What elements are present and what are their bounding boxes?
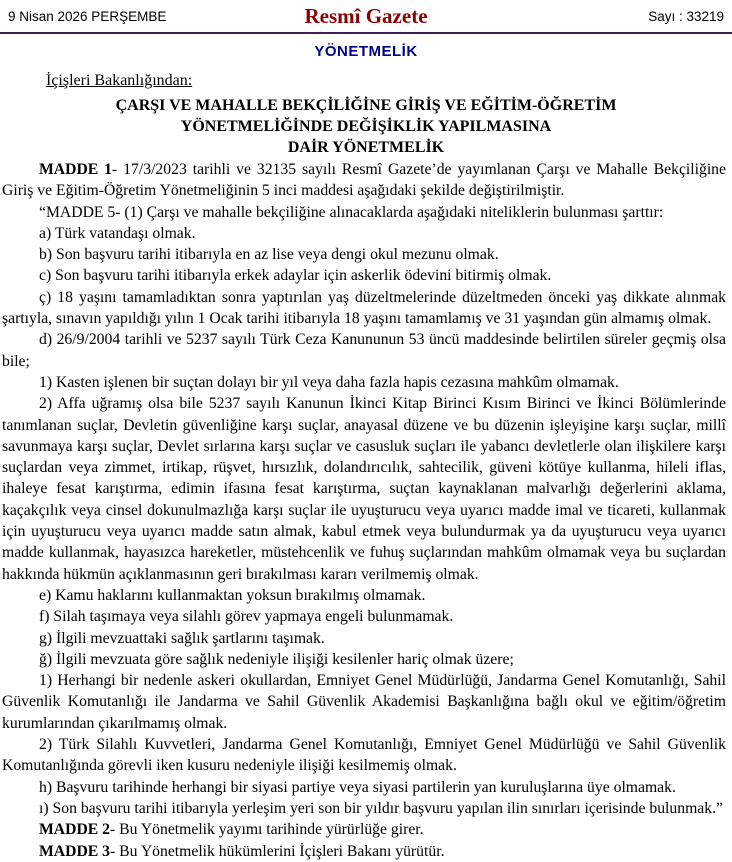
issuing-ministry-line: İçişleri Bakanlığından: [46, 72, 193, 89]
paragraph: b) Son başvuru tarihi itibarıyla en az lise veya dengi okul mezunu olmak. [39, 246, 499, 264]
paragraph: MADDE 2- Bu Yönetmelik yayımı tarihinde yürürlüğe girer. [39, 821, 424, 839]
regulation-title-line: YÖNETMELİĞİNDE DEĞİŞİKLİK YAPILMASINA [180, 118, 552, 135]
paragraph: MADDE 3- Bu Yönetmelik hükümlerini İçişleri Bakanı yürütür. [39, 842, 445, 860]
paragraph: e) Kamu haklarını kullanmaktan yoksun bırakılmış olmamak. [39, 586, 426, 604]
paragraph: a) Türk vatandaşı olmak. [39, 224, 196, 242]
article-label: MADDE 2 [39, 821, 111, 839]
paragraph: 2) Türk Silahlı Kuvvetleri, Jandarma Genel Komutanlığı, Emniyet Genel Müdürlüğü ve Sahil Güvenlik Komutanlığında görevli iken kusuru nedeniyle ilişiği kesilmemiş olmak. [2, 736, 726, 775]
paragraph: c) Son başvuru tarihi itibarıyla erkek adaylar için askerlik ödevini bitirmiş olmak. [39, 267, 552, 285]
paragraph: 1) Kasten işlenen bir suçtan dolayı bir yıl veya daha fazla hapis cezasına mahkûm olmamak. [39, 373, 619, 391]
issue-number: Sayı : 33219 [648, 9, 725, 24]
section-heading: YÖNETMELİK [314, 43, 418, 60]
header-divider [0, 32, 732, 34]
paragraph: ç) 18 yaşını tamamladıktan sonra yaptırılan yaş düzeltmelerinde düzeltmeden önceki yaş dikkate alınmak şartıyla, sınavın yapıldığı yılın 1 Ocak tarihi itibarıyla 18 yaşını tamamlamış ve 31 yaşından gün almamış olmak. [2, 288, 726, 328]
paragraph: g) İlgili mevzuattaki sağlık şartlarını taşımak. [39, 629, 325, 647]
regulation-title [0, 95, 732, 158]
paragraph: “MADDE 5- (1) Çarşı ve mahalle bekçiliğine alınacaklarda aşağıdaki niteliklerin bulunması şarttır: [39, 203, 664, 221]
regulation-title-line: DAİR YÖNETMELİK [287, 139, 445, 156]
article-label: MADDE 3 [39, 842, 111, 860]
article-label: MADDE 1 [39, 161, 113, 178]
paragraph: f) Silah taşımaya veya silahlı görev yapmaya engeli bulunmamak. [39, 608, 454, 626]
masthead-title: Resmî Gazete [304, 4, 428, 28]
paragraph: d) 26/9/2004 tarihli ve 5237 sayılı Türk Ceza Kanununun 53 üncü maddesinde belirtilen süreler geçmiş olsa bile; [2, 331, 726, 370]
paragraph: ı) Son başvuru tarihi itibarıyla yerleşim yeri son bir yıldır başvuru yapılan ilin sınırları içerisinde bulunmak.” [39, 799, 723, 817]
regulation-title-line: ÇARŞI VE MAHALLE BEKÇİLİĞİNE GİRİŞ VE EĞİTİM-ÖĞRETİM [115, 97, 617, 114]
paragraph: ğ) İlgili mevzuata göre sağlık nedeniyle ilişiği kesilenler hariç olmak üzere; [39, 650, 514, 668]
publication-date: 9 Nisan 2026 PERŞEMBE [8, 9, 167, 24]
masthead-header [0, 0, 732, 27]
paragraph: 1) Herhangi bir nedenle askeri okullardan, Emniyet Genel Müdürlüğü, Jandarma Genel Komutanlığı, Sahil Güvenlik Komutanlığı ile Jandarma ve Sahil Güvenlik Akademisi Başkanlığına bağlı okul ve eğitim/öğretim kurumlarından çıkarılmamış olmak. [2, 672, 726, 732]
paragraph: 2) Affa uğramış olsa bile 5237 sayılı Kanunun İkinci Kitap Birinci Kısım Birinci ve İkinci Bölümlerinde tanımlanan suçlar, Devletin güvenliğine karşı suçlar, anayasal düzene ve bu düzenin işleyişine karşı suçlar, millî savunmaya karşı suçlar, Devlet sırlarına karşı suçlar ve casusluk suçları ile yabancı devletlerle olan ilişkilere karşı suçlardan veya zimmet, irtikap, rüşvet, hırsızlık, dolandırıcılık, sahtecilik, güveni kötüye kullanma, hileli iflas, ihaleye fesat karıştırma, edimin ifasına fesat karıştırma, suçtan kaynaklanan malvarlığı değerlerini aklama, kaçakçılık veya cinsel dokunulmazlığa karşı suçlar ile uyuşturucu veya uyarıcı madde imal ve ticareti, kullanmak için uyuşturucu veya uyarıcı madde satın almak, kabul etmek veya bulundurmak ya da uyuşturucu veya uyarıcı madde kullanmak, hayasızca hareketler, müstehcenlik ve fuhuş suçlarından mahkûm olmamak veya bu suçlardan hakkında hükmün açıklanmasının geri bırakılması kararı verilmemiş olmak. [2, 395, 726, 583]
paragraph: h) Başvuru tarihinde herhangi bir siyasi partiye veya siyasi partilerin yan kuruluşlarına üye olmamak. [39, 778, 676, 796]
document-body [2, 159, 726, 862]
paragraph: MADDE 1- 17/3/2023 tarihli ve 32135 sayılı Resmî Gazete’de yayımlanan Çarşı ve Mahalle Bekçiliğine Giriş ve Eğitim-Öğretim Yönetmeliğinin 5 inci maddesi aşağıdaki şekilde değiştirilmiştir. [2, 161, 726, 200]
